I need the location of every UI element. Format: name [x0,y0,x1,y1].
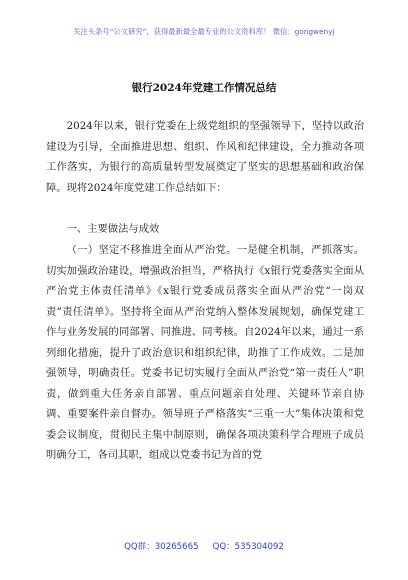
intro-block [46,116,364,198]
footer-contact [0,540,408,552]
intro-paragraph: 2024年以来，银行党委在上级党组织的坚强领导下，坚持以政治建设为引导，全面推进思想、组织、作风和纪律建设，全力推动各项工作落实，为银行的高质量转型发展奠定了坚实的思想基础和政治保障。现将2024年度党建工作总结如下： [46,120,364,194]
qq-group-number: QQ群：30265665 [124,542,199,552]
document-title: 银行2024年党建工作情况总结 [131,82,277,94]
qq-contact-number: QQ：535304092 [212,542,284,552]
body-paragraph: （一）坚定不移推进全面从严治党。一是健全机制，严抓落实。切实加强政治建设，增强政治担当，严格执行《x银行党委落实全面从严治党主体责任清单》《x银行党委成员落实全面从严治党“一岗双责”责任清单》。坚持将全面从严治党纳入整体发展规划，确保党建工作与业务发展的同部署、同推进、同考核。自2024年以来，通过一系列细化措施，提升了政治意识和组织纪律，助推了工作成效。二是加强领导，明确责任。党委书记切实履行全面从严治党“第一责任人”职责，做到重大任务亲自部署、重点问题亲自处理、关键环节亲自协调、重要案件亲自督办。领导班子严格落实“三重一大”集体决策和党委会议制度，贯彻民主集中制原则，确保各项决策科学合理班子成员明确分工，各司其职，组成以党委书记为首的党 [46,244,364,462]
promo-banner: 关注头条号“公文研究”，获得最新最全最专业的公文资料库！ 微信：gongwenyj [73,27,335,36]
section-body [46,240,364,466]
section-heading: 一、主要做法与成效 [66,223,160,235]
